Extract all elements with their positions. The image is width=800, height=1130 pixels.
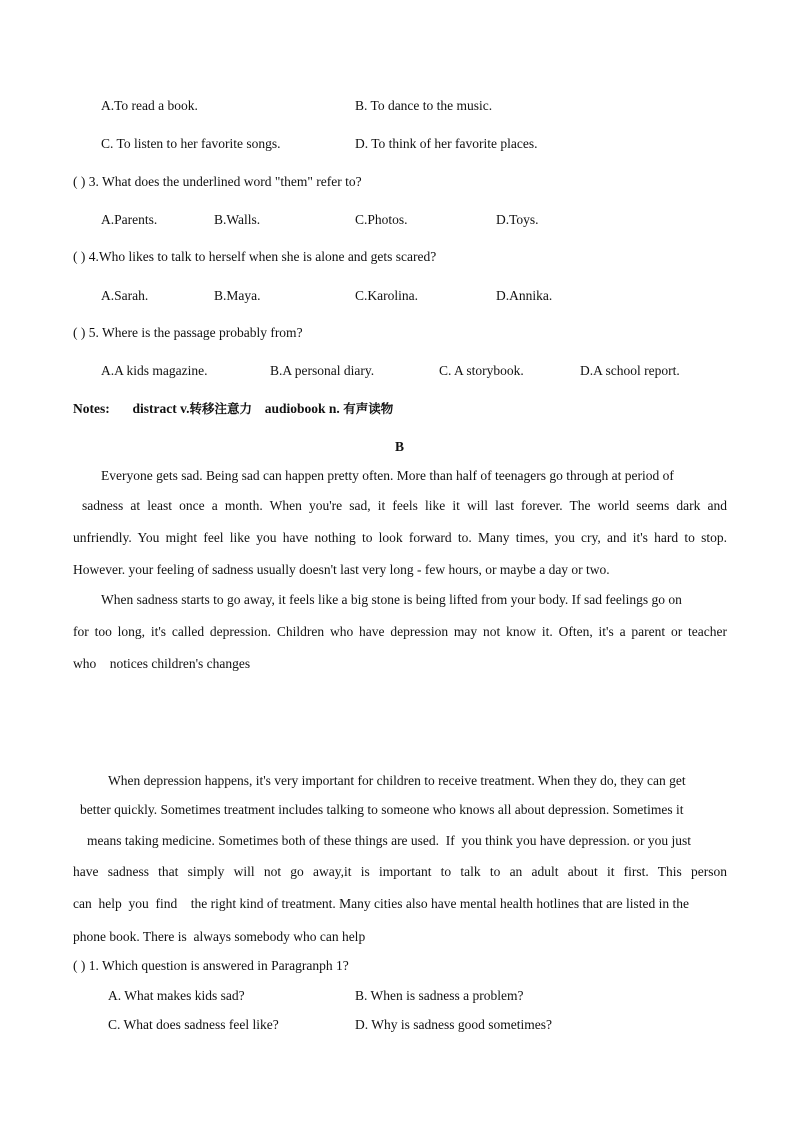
notes-label: Notes: [73,401,110,416]
section-heading: B [395,439,405,454]
p3-line-4: have sadness that simply will not go away,it is important to talk to an adult about it first. This person [73,864,727,879]
p1-line-2: sadness at least once a month. When you're sad, it feels like it will last forever. The world seems dark and [82,498,727,513]
p2-line-1: When sadness starts to go away, it feels like a big stone is being lifted from your body. If sad feelings go on [101,592,682,607]
b-q1-option-d: D. Why is sadness good sometimes? [355,1017,552,1032]
q2-option-a: A.To read a book. [101,98,198,113]
q4-option-d: D.Annika. [496,288,553,303]
b-q1-question [73,957,349,975]
p3-line-5: can help you find the right kind of treatment. Many cities also have mental health hotlines that are listed in the [73,896,689,911]
p3-line-1: When depression happens, it's very important for children to receive treatment. When they do, they can get [108,773,686,788]
p2-line-3: who notices children's changes [73,656,251,671]
p1-line-3: unfriendly. You might feel like you have nothing to look forward to. Many times, you cry, and it's hard to stop. [73,530,727,545]
p3-line-2: better quickly. Sometimes treatment includes talking to someone who knows all about depression. Sometimes it [80,802,684,817]
q5-option-d: D.A school report. [580,363,680,378]
note-term-distract: distract v. [132,401,190,416]
p3-line-6: phone book. There is always somebody who can help [73,929,366,944]
q5-question [73,324,303,342]
question-stem: 3. What does the underlined word "them" refer to? [88,174,362,189]
question-stem: 1. Which question is answered in Paragranph 1? [88,958,349,973]
q3-question [73,173,362,191]
q4-question [73,248,436,266]
q5-option-a: A.A kids magazine. [101,363,208,378]
q4-option-c: C.Karolina. [355,288,418,303]
b-q1-option-b: B. When is sadness a problem? [355,988,524,1003]
p3-line-3: means taking medicine. Sometimes both of these things are used. If you think you have depression. or you just [87,833,692,848]
q4-option-b: B.Maya. [214,288,261,303]
answer-bracket: ( ) [73,958,86,973]
q2-option-c: C. To listen to her favorite songs. [101,136,281,151]
notes-line [73,400,393,418]
q2-option-d: D. To think of her favorite places. [355,136,538,151]
q3-option-c: C.Photos. [355,212,408,227]
q4-option-a: A.Sarah. [101,288,149,303]
note-def-audiobook: 有声读物 [343,401,394,416]
question-stem: 4.Who likes to talk to herself when she is alone and gets scared? [88,249,437,264]
p1-line-4: However. your feeling of sadness usually doesn't last very long - few hours, or maybe a day or two. [73,562,610,577]
note-term-audiobook: audiobook n. [264,401,340,416]
q3-option-d: D.Toys. [496,212,539,227]
answer-bracket: ( ) [73,325,86,340]
p1-line-1: Everyone gets sad. Being sad can happen pretty often. More than half of teenagers go through at period of [101,468,674,483]
p2-line-2: for too long, it's called depression. Children who have depression may not know it. Often, it's a parent or teacher [73,624,727,639]
answer-bracket: ( ) [73,174,86,189]
b-q1-option-a: A. What makes kids sad? [108,988,245,1003]
question-stem: 5. Where is the passage probably from? [88,325,303,340]
q3-option-a: A.Parents. [101,212,158,227]
answer-bracket: ( ) [73,249,86,264]
q2-option-b: B. To dance to the music. [355,98,493,113]
q5-option-c: C. A storybook. [439,363,524,378]
b-q1-option-c: C. What does sadness feel like? [108,1017,279,1032]
q3-option-b: B.Walls. [214,212,261,227]
q5-option-b: B.A personal diary. [270,363,375,378]
note-def-distract: 转移注意力 [189,401,253,416]
